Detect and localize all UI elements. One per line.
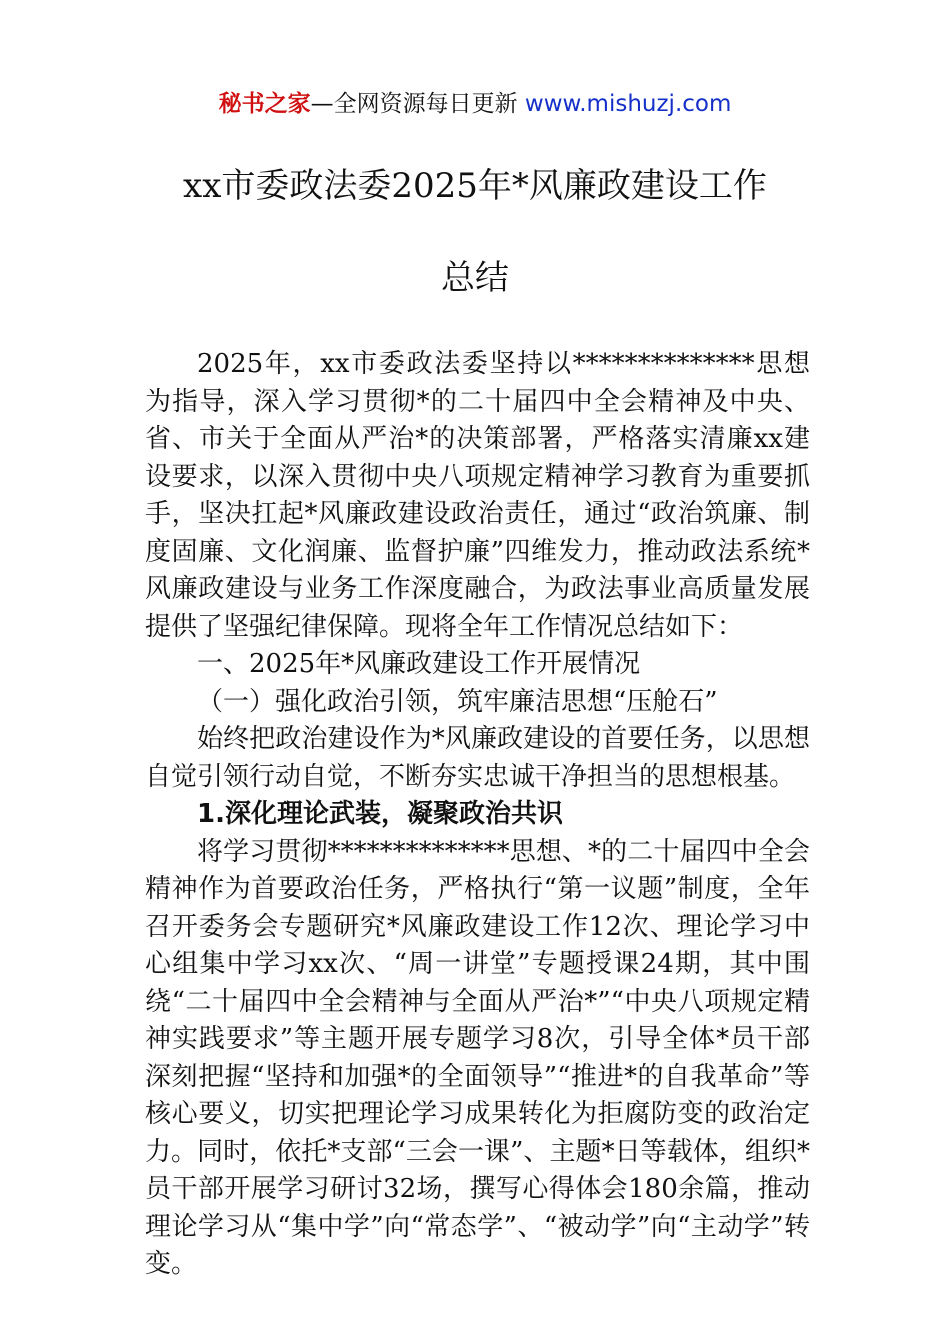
site-tagline: —全网资源每日更新	[310, 91, 518, 117]
item-heading: 1.深化理论武装，凝聚政治共识	[197, 799, 563, 829]
intro-paragraph: 2025年，xx市委政法委坚持以**************思想为指导，深入学习贯彻*的二十届四中全会精神及中央、省、市关于全面从严治*的决策部署，严格落实清廉xx建设要求，以深入贯彻中央八项规定精神学习教育为重要抓手，坚决扛起*风廉政建设政治责任，通过“政治筑廉、制度固廉、文化润廉、监督护廉”四维发力，推动政法系统*风廉政建设与业务工作深度融合，为政法事业高质量发展提供了坚强纪律保障。现将全年工作情况总结如下：	[145, 349, 810, 642]
title-line-1: xx市委政法委2025年*风廉政建设工作	[183, 166, 767, 206]
document-body	[145, 346, 810, 1284]
title-line-2: 总结	[441, 258, 509, 298]
site-brand: 秘书之家	[218, 91, 311, 117]
subsection-heading: （一）强化政治引领，筑牢廉洁思想“压舱石”	[197, 686, 718, 717]
section-heading: 一、2025年*风廉政建设工作开展情况	[197, 649, 641, 679]
site-url-link[interactable]: www.mishuzj.com	[524, 91, 732, 117]
site-header	[0, 88, 950, 120]
body-paragraph: 将学习贯彻**************思想、*的二十届四中全会精神作为首要政治任务，严格执行“第一议题”制度，全年召开委务会专题研究*风廉政建设工作12次、理论学习中心组集中学习xx次、“周一讲堂”专题授课24期，其中围绕“二十届四中全会精神与全面从严治*”“中央八项规定精神实践要求”等主题开展专题学习8次，引导全体*员干部深刻把握“坚持和加强*的全面领导”“推进*的自我革命”等核心要义，切实把理论学习成果转化为拒腐防变的政治定力。同时，依托*支部“三会一课”、主题*日等载体，组织*员干部开展学习研讨32场，撰写心得体会180余篇，推动理论学习从“集中学”向“常态学”、“被动学”向“主动学”转变。	[145, 836, 810, 1279]
body-paragraph: 始终把政治建设作为*风廉政建设的首要任务，以思想自觉引领行动自觉，不断夯实忠诚干净担当的思想根基。	[145, 724, 810, 792]
document-title	[0, 158, 950, 306]
